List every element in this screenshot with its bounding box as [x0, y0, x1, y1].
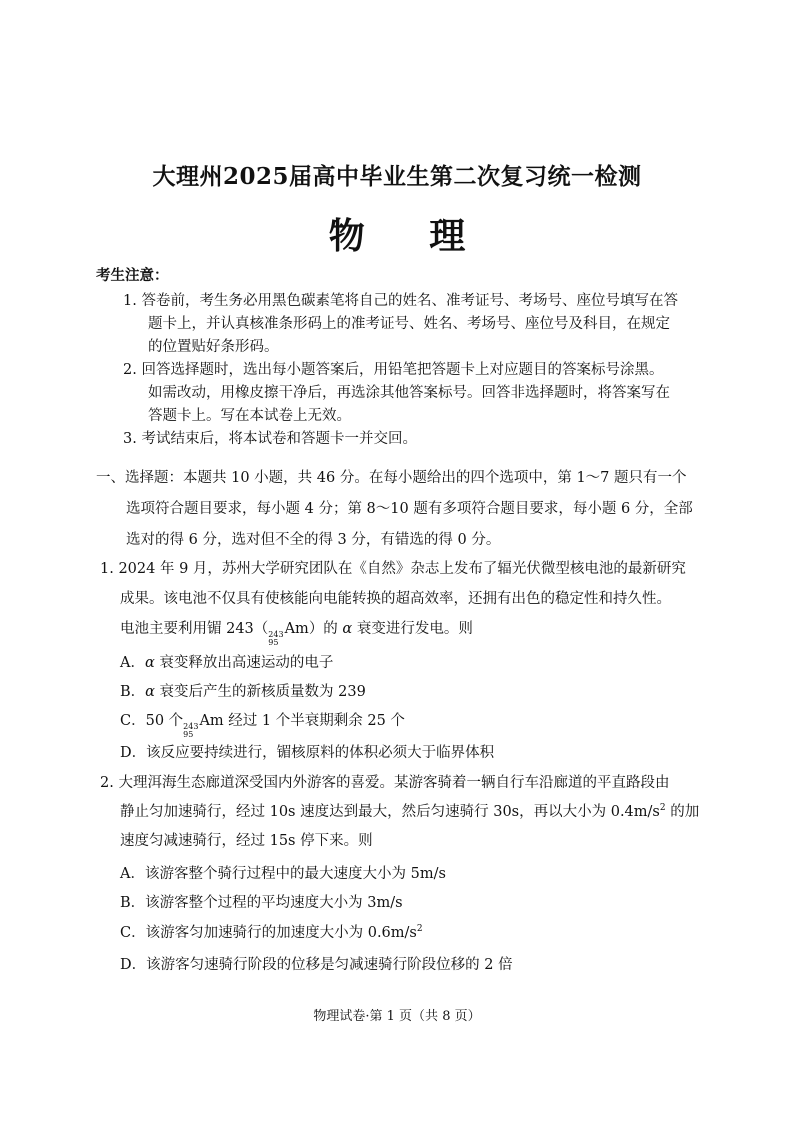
q1-option-a-alpha: α — [144, 655, 155, 671]
q1-isotope-number: 95 — [268, 638, 279, 647]
page-footer: 物理试卷·第 1 页（共 8 页） — [313, 1009, 481, 1024]
q1-line-3-post-a: ）的 — [308, 621, 343, 637]
subject-title: 物 理 — [328, 215, 492, 257]
q1-option-a-text: 衰变释放出高速运动的电子 — [154, 655, 334, 671]
q1-option-d-label: D． — [120, 745, 147, 761]
notice-item-1-line-2: 题卡上，并认真核准条形码上的准考证号、姓名、考场号、座位号及科目，在规定 — [148, 316, 670, 332]
notice-item-2-line-3: 答题卡上。写在本试卷上无效。 — [148, 408, 351, 424]
q1-option-c — [120, 709, 405, 739]
notice-item-3-line-1: 3. 考试结束后，将本试卷和答题卡一并交回。 — [123, 431, 417, 447]
notice-item-1-line-1: 1. 答卷前，考生务必用黑色碳素笔将自己的姓名、准考证号、考场号、座位号填写在答 — [123, 293, 678, 309]
q1-option-d — [120, 741, 494, 762]
q2-option-a-label: A． — [120, 866, 145, 882]
q2-line-2-sup: 2 — [659, 803, 666, 814]
q1-option-b-label: B． — [120, 684, 146, 700]
q1-option-b-text: 衰变后产生的新核质量数为 239 — [154, 684, 366, 700]
q2-line-1: 2. 大理洱海生态廊道深受国内外游客的喜爱。某游客骑着一辆自行车沿廊道的平直路段由 — [100, 775, 670, 791]
notice-item-2-line-1: 2. 回答选择题时，选出每小题答案后，用铅笔把答题卡上对应题目的答案标号涂黑。 — [123, 362, 664, 378]
q2-option-d-label: D． — [120, 957, 147, 973]
q2-option-c — [120, 921, 423, 942]
q1-option-c-pre: 50 个 — [145, 713, 184, 729]
q2-line-2-post: 的加 — [665, 804, 700, 820]
q2-option-b-text: 该游客整个过程的平均速度大小为 3m/s — [145, 895, 403, 911]
q2-option-c-text: 该游客匀加速骑行的加速度大小为 0.6m/s — [145, 925, 417, 941]
q1-option-c-isotope-number: 95 — [183, 730, 194, 739]
q2-line-2-pre: 静止匀加速骑行，经过 10s 速度达到最大，然后匀速骑行 30s，再以大小为 0.4m/s — [120, 804, 660, 820]
q1-line-3-post-b: 衰变进行发电。则 — [352, 621, 473, 637]
q1-option-c-post: 经过 1 个半衰期剩余 25 个 — [223, 713, 405, 729]
q1-line-3 — [120, 617, 473, 647]
notice-item-1-line-3: 的位置贴好条形码。 — [148, 339, 279, 355]
section1-line-3: 选对的得 6 分，选对但不全的得 3 分，有错选的得 0 分。 — [126, 532, 501, 548]
q2-option-a — [120, 862, 446, 883]
q1-option-c-label: C． — [120, 713, 146, 729]
notice-item-2-line-2: 如需改动，用橡皮擦干净后，再选涂其他答案标号。回答非选择题时，将答案写在 — [148, 385, 670, 401]
q2-option-d-text: 该游客匀速骑行阶段的位移是匀减速骑行阶段位移的 2 倍 — [146, 957, 513, 973]
q2-option-c-sup: 2 — [416, 924, 423, 935]
q1-isotope-nums — [268, 631, 283, 647]
q1-option-d-text: 该反应要持续进行，镅核原料的体积必须大于临界体积 — [146, 745, 495, 761]
q1-option-c-isotope-symbol: Am — [199, 713, 224, 729]
section1-line-2: 选项符合题目要求，每小题 4 分；第 8～10 题有多项符合题目要求，每小题 6 分，全部 — [126, 501, 693, 517]
q1-option-a-label: A． — [120, 655, 145, 671]
q2-option-b-label: B． — [120, 895, 146, 911]
q1-line-1: 1. 2024 年 9 月，苏州大学研究团队在《自然》杂志上发布了辐光伏微型核电池的最新研究 — [100, 561, 686, 577]
q1-option-b — [120, 680, 366, 701]
q1-option-a — [120, 651, 333, 672]
q2-option-b — [120, 891, 403, 912]
q1-line-3-pre: 电池主要利用镅 243（ — [120, 621, 269, 637]
q1-isotope-mass: 243 — [268, 630, 284, 639]
q1-line-2: 成果。该电池不仅具有使核能向电能转换的超高效率，还拥有出色的稳定性和持久性。 — [120, 591, 671, 607]
q1-isotope-symbol: Am — [284, 621, 309, 637]
exam-title: 大理州2025届高中毕业生第二次复习统一检测 — [152, 163, 642, 190]
q2-line-2 — [120, 800, 699, 821]
q1-option-b-alpha: α — [145, 684, 155, 700]
q2-line-3: 速度匀减速骑行，经过 15s 停下来。则 — [120, 833, 373, 849]
q2-option-a-text: 该游客整个骑行过程中的最大速度大小为 5m/s — [144, 866, 446, 882]
section1-line-1: 一、选择题：本题共 10 小题，共 46 分。在每小题给出的四个选项中，第 1～7 题只有一个 — [96, 470, 687, 486]
q2-option-d — [120, 953, 513, 974]
q2-option-c-label: C． — [120, 925, 146, 941]
q1-alpha-symbol: α — [342, 621, 353, 637]
notice-heading: 考生注意： — [96, 267, 169, 284]
q1-option-c-isotope-mass: 243 — [183, 722, 199, 731]
q1-option-c-isotope-nums — [183, 723, 198, 739]
